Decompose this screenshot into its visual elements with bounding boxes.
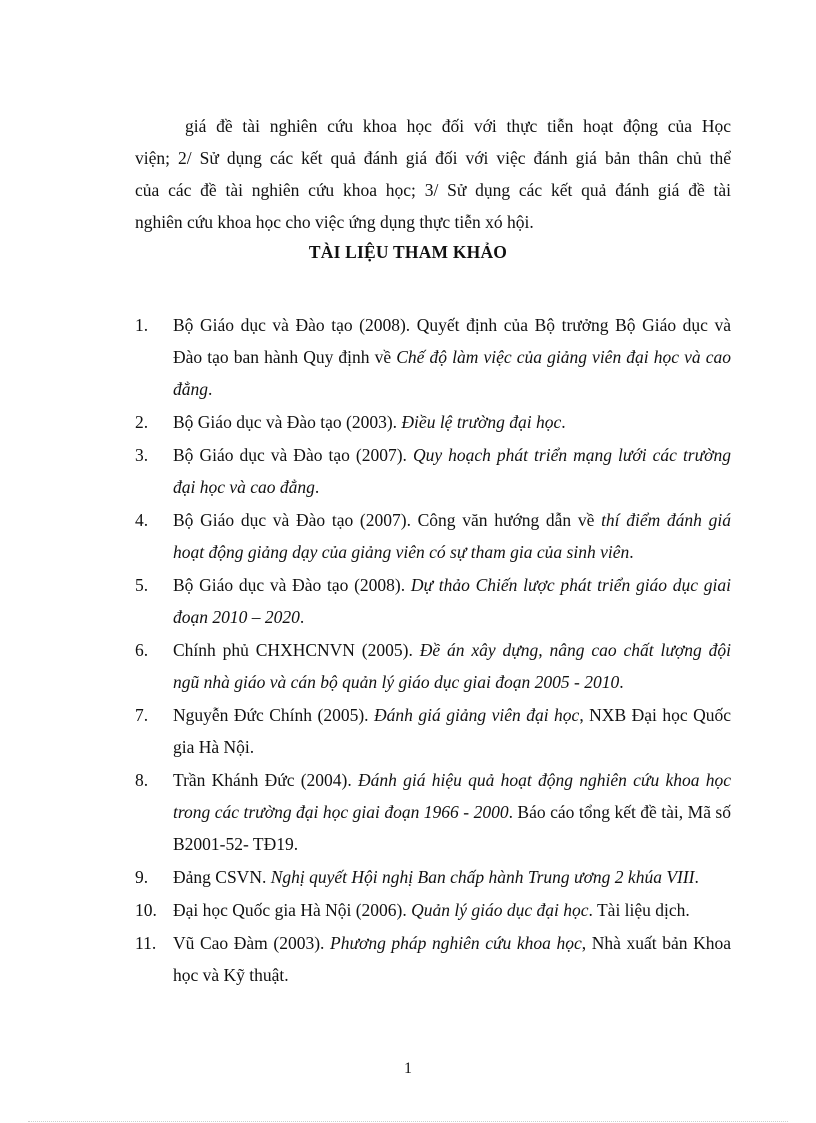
reference-text: Bộ Giáo dục và Đào tạo (2008). [173,575,411,595]
reference-title: Đề án xây dựng, nâng cao chất lượng đội ngũ nhà giáo và cán bộ quản lý giáo dục giai đoạn 2005 - 2010 [173,640,731,692]
reference-suffix: . [208,379,213,399]
reference-suffix: . [561,412,566,432]
reference-number: 9. [135,867,149,887]
references-list [135,309,731,992]
reference-suffix: . [629,542,634,562]
reference-number: 7. [135,705,149,725]
reference-text: Đại học Quốc gia Hà Nội (2006). [173,900,412,920]
reference-item [135,634,731,698]
reference-number: 5. [135,575,149,595]
reference-item [135,699,731,763]
reference-text: Bộ Giáo dục và Đào tạo (2008). Quyết định của Bộ trưởng Bộ Giáo dục và Đào tạo ban hành Quy định về [173,315,731,367]
reference-number: 1. [135,315,149,335]
reference-item [135,894,731,926]
reference-number: 8. [135,770,149,790]
intro-line: viện; 2/ Sử dụng các kết quả đánh giá đối với việc đánh giá bản thân chủ thể [135,148,731,168]
reference-text: Bộ Giáo dục và Đào tạo (2007). [173,445,413,465]
reference-title: Nghị quyết Hội nghị Ban chấp hành Trung ương 2 khúa VIII [270,867,695,887]
page-bottom-divider [28,1121,788,1122]
page-number: 1 [404,1060,412,1077]
intro-paragraph [135,110,731,238]
reference-title: thí điểm đánh giá hoạt động giảng dạy của giảng viên có sự tham gia của sinh viên [173,510,731,562]
reference-text: Bộ Giáo dục và Đào tạo (2003). [173,412,402,432]
reference-item [135,406,731,438]
reference-text: Nguyễn Đức Chính (2005). [173,705,375,725]
reference-text: Trần Khánh Đức (2004). [173,770,359,790]
reference-suffix: , Nhà xuất bản Khoa học và Kỹ thuật. [173,933,731,985]
reference-item [135,309,731,405]
reference-number: 3. [135,445,149,465]
reference-suffix: . [314,477,320,497]
reference-number: 2. [135,412,149,432]
reference-number: 10. [135,900,157,920]
reference-title: Dự thảo Chiến lược phát triển giáo dục giai đoạn 2010 – 2020 [173,575,731,627]
reference-number: 6. [135,640,149,660]
reference-number: 4. [135,510,149,530]
intro-line: nghiên cứu khoa học cho việc ứng dụng thực tiễn xó hội. [135,212,534,232]
reference-title: Quản lý giáo dục đại học [411,900,589,920]
intro-line: của các đề tài nghiên cứu khoa học; 3/ Sử dụng các kết quả đánh giá đề tài [135,180,731,200]
reference-suffix: . Tài liệu dịch. [588,900,690,920]
reference-suffix: , NXB Đại học Quốc gia Hà Nội. [173,705,731,757]
reference-item [135,504,731,568]
reference-title: Điều lệ trường đại học [401,412,562,432]
reference-item [135,927,731,991]
reference-suffix: . [299,607,305,627]
reference-text: Đảng CSVN. [173,867,271,887]
reference-item [135,439,731,503]
reference-text: Bộ Giáo dục và Đào tạo (2007). Công văn hướng dẫn về [173,510,602,530]
reference-number: 11. [135,933,157,953]
reference-item [135,764,731,860]
reference-text: Vũ Cao Đàm (2003). [173,933,330,953]
reference-suffix: . Báo cáo tổng kết đề tài, Mã số B2001-52- TĐ19. [173,802,731,854]
reference-item [135,861,731,893]
reference-title: Quy hoạch phát triển mạng lưới các trường đại học và cao đẳng [173,445,731,497]
reference-title: Đánh giá hiệu quả hoạt động nghiên cứu khoa học trong các trường đại học giai đoạn 1966 - 2000 [173,770,732,822]
reference-title: Phương pháp nghiên cứu khoa học [330,933,582,953]
reference-suffix: . [694,867,699,887]
intro-line: giá đề tài nghiên cứu khoa học đối với thực tiễn hoạt động của Học [185,116,731,136]
reference-title: Chế độ làm việc của giảng viên đại học và cao đẳng [173,347,731,399]
reference-title: Đánh giá giảng viên đại học [374,705,580,725]
reference-item [135,569,731,633]
reference-text: Chính phủ CHXHCNVN (2005). [173,640,420,660]
reference-suffix: . [619,672,624,692]
references-heading: TÀI LIỆU THAM KHẢO [308,242,508,262]
